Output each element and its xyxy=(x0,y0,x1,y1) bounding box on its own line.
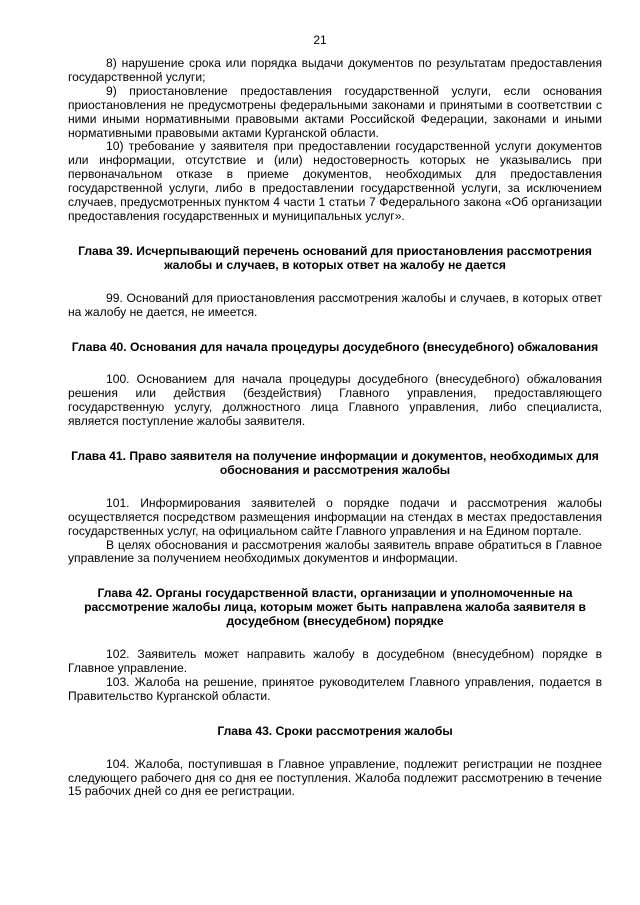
paragraph-102: 102. Заявитель может направить жалобу в досудебном (внесудебном) порядке в Главное управление. xyxy=(68,647,602,675)
chapter-39-heading: Глава 39. Исчерпывающий перечень оснований для приостановления рассмотрения жалобы и случаев, в которых ответ на жалобу не дается xyxy=(78,243,592,272)
paragraph-103: 103. Жалоба на решение, принятое руководителем Главного управления, подается в Правительство Курганской области. xyxy=(68,674,602,703)
paragraph-item-9: 9) приостановление предоставления государственной услуги, если основания приостановления не предусмотрены федеральными законами и принятыми в соответствии с ними иными нормативными правовыми актами Российской Федерации, законами и иными нормативными правовыми актами Курганской области. xyxy=(68,83,602,140)
paragraph-99: 99. Оснований для приостановления рассмотрения жалобы и случаев, в которых ответ на жалобу не дается, не имеется. xyxy=(68,290,602,319)
paragraph-item-8: 8) нарушение срока или порядка выдачи документов по результатам предоставления государственной услуги; xyxy=(68,56,602,84)
paragraph-item-10: 10) требование у заявителя при предоставлении государственной услуги документов или информации, отсутствие и (или) недостоверность которых не указывались при первоначальном отказе в приеме документов, необходимых для предоставления государственной услуги, либо в предоставлении государственной услуги, за исключением случаев, предусмотренных пунктом 4 части 1 статьи 7 Федерального закона «Об организации предоставления государственных и муниципальных услуг». xyxy=(68,139,602,223)
chapter-42-heading: Глава 42. Органы государственной власти, организации и уполномоченные на рассмотрение жалобы лица, которым может быть направлена жалоба заявителя в досудебном (внесудебном) порядке xyxy=(84,586,586,629)
paragraph-101: 101. Информирования заявителей о порядке подачи и рассмотрения жалобы осуществляется посредством размещения информации на стендах в местах предоставления государственных услуг, на официальном сайте Главного управления и на Едином портале. xyxy=(68,495,602,538)
paragraph-101-continued: В целях обоснования и рассмотрения жалобы заявитель вправе обратиться в Главное управление за получением необходимых документов и информации. xyxy=(68,537,602,566)
paragraph-104: 104. Жалоба, поступившая в Главное управление, подлежит регистрации не позднее следующего рабочего дня со дня ее поступления. Жалоба подлежит рассмотрению в течение 15 рабочих дней со дня ее регистрации. xyxy=(68,756,602,799)
chapter-43-heading: Глава 43. Сроки рассмотрения жалобы xyxy=(217,723,453,738)
page-number: 21 xyxy=(313,33,327,47)
chapter-40-heading: Глава 40. Основания для начала процедуры досудебного (внесудебного) обжалования xyxy=(71,339,599,354)
paragraph-100: 100. Основанием для начала процедуры досудебного (внесудебного) обжалования решения или действия (бездействия) Главного управления, предоставляющего государственную услугу, должностного лица Главного управления, либо специалиста, является поступление жалобы заявителя. xyxy=(68,372,602,429)
document-body xyxy=(68,57,602,799)
chapter-41-heading: Глава 41. Право заявителя на получение информации и документов, необходимых для обоснования и рассмотрения жалобы xyxy=(71,449,599,477)
